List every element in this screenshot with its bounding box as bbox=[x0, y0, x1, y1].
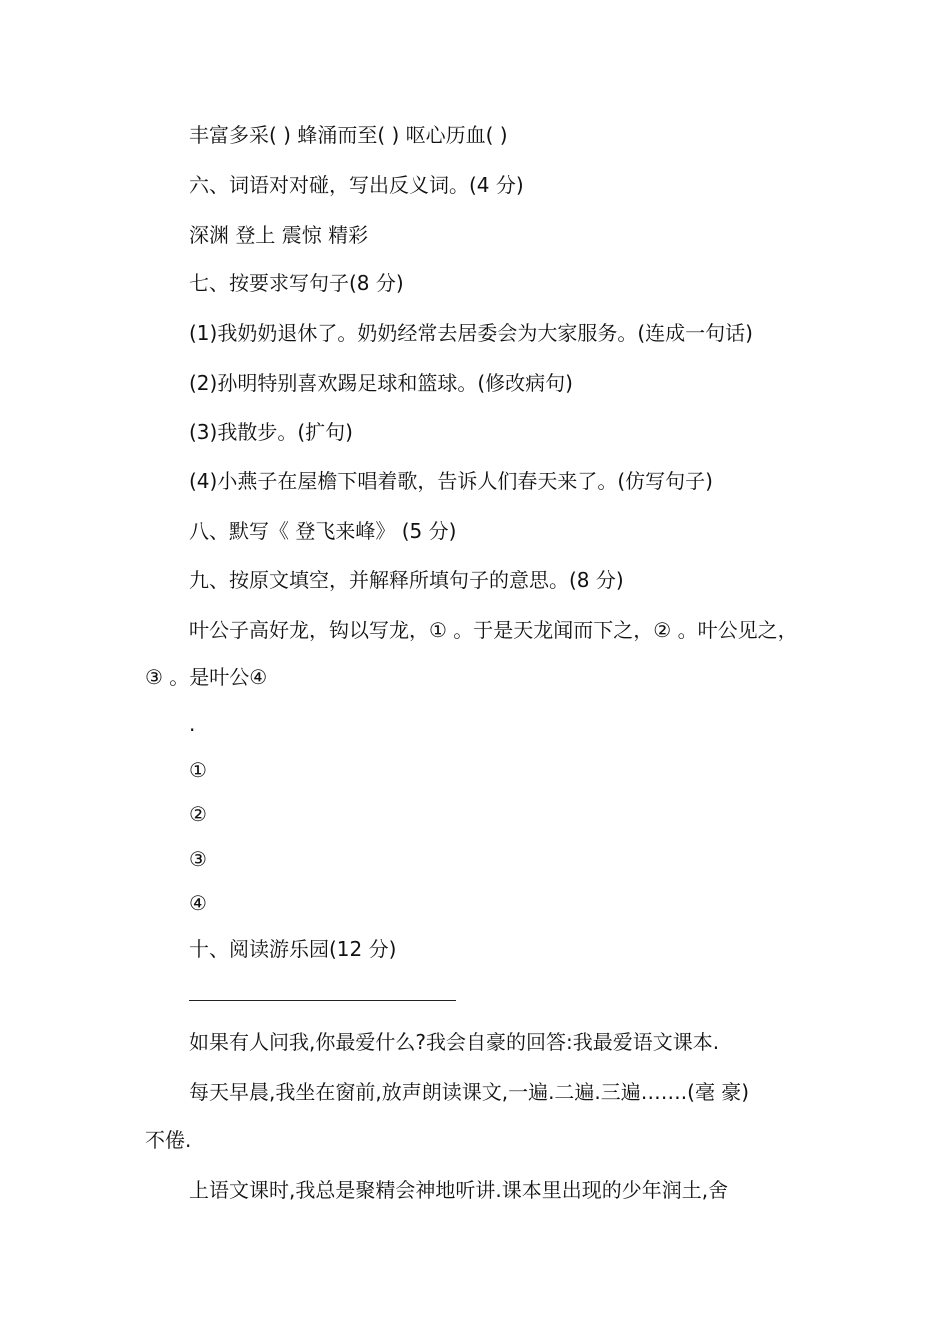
answer-blank-4: ④ bbox=[189, 891, 207, 915]
section-nine-heading: 九、按原文填空，并解释所填句子的意思。(8 分) bbox=[189, 568, 624, 592]
classical-text-line-1: 叶公子高好龙，钩以写龙，① 。于是天龙闻而下之，② 。叶公见之， bbox=[189, 618, 798, 642]
answer-blank-1: ① bbox=[189, 758, 207, 782]
section-seven-heading: 七、按要求写句子(8 分) bbox=[189, 271, 404, 295]
idiom-correction-line: 丰富多采( ) 蜂涌而至( ) 呕心历血( ) bbox=[189, 123, 508, 147]
answer-blank-3: ③ bbox=[189, 847, 207, 871]
sentence-task-2: (2)孙明特别喜欢踢足球和篮球。(修改病句) bbox=[189, 371, 573, 395]
reading-paragraph-1: 如果有人问我,你最爱什么?我会自豪的回答:我最爱语文课本. bbox=[189, 1030, 720, 1054]
section-six-heading: 六、词语对对碰，写出反义词。(4 分) bbox=[189, 173, 524, 197]
reading-paragraph-2-line-1: 每天早晨,我坐在窗前,放声朗读课文,一遍.二遍.三遍…….(毫 豪) bbox=[189, 1080, 750, 1104]
dot-line: . bbox=[189, 712, 196, 736]
section-eight-heading: 八、默写《 登飞来峰》 (5 分) bbox=[189, 519, 457, 543]
sentence-task-1: (1)我奶奶退休了。奶奶经常去居委会为大家服务。(连成一句话) bbox=[189, 321, 753, 345]
section-ten-heading: 十、阅读游乐园(12 分) bbox=[189, 937, 397, 961]
sentence-task-4: (4)小燕子在屋檐下唱着歌，告诉人们春天来了。(仿写句子) bbox=[189, 469, 713, 493]
answer-blank-2: ② bbox=[189, 802, 207, 826]
reading-paragraph-3: 上语文课时,我总是聚精会神地听讲.课本里出现的少年润土,舍 bbox=[189, 1178, 729, 1202]
reading-paragraph-2-line-2: 不倦. bbox=[145, 1128, 192, 1152]
sentence-task-3: (3)我散步。(扩句) bbox=[189, 420, 353, 444]
antonym-words-line: 深渊 登上 震惊 精彩 bbox=[189, 223, 369, 247]
horizontal-rule bbox=[189, 1000, 456, 1001]
classical-text-line-2: ③ 。是叶公④ bbox=[145, 665, 268, 689]
